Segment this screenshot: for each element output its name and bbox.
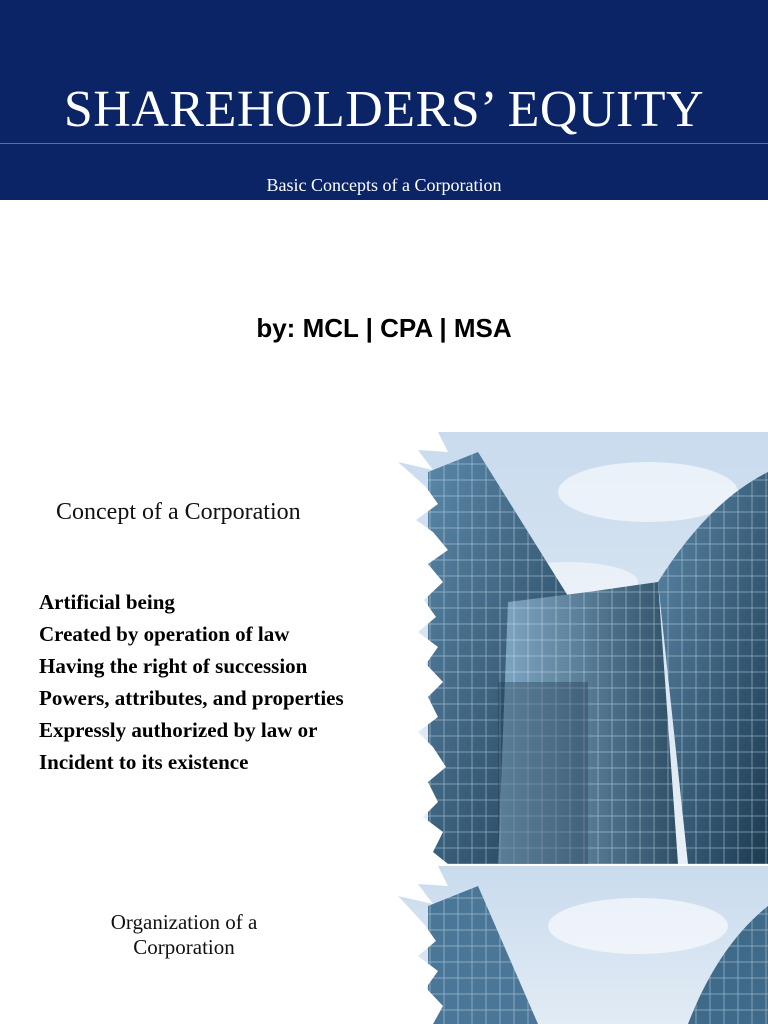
banner-divider xyxy=(0,143,768,144)
bullet-item: Expressly authorized by law or xyxy=(39,718,318,742)
bullet-item: Artificial being xyxy=(39,590,175,614)
glass-office-building-image xyxy=(388,866,768,1024)
concept-slide xyxy=(0,432,768,864)
organization-heading: Organization of a Corporation xyxy=(110,910,258,959)
slide-title: SHAREHOLDERS’ EQUITY xyxy=(63,81,705,138)
concept-bullet-list xyxy=(39,586,344,778)
glass-office-building-image xyxy=(388,432,768,864)
bullet-item: Created by operation of law xyxy=(39,622,290,646)
bullet-item: Incident to its existence xyxy=(39,750,249,774)
author-byline: by: MCL | CPA | MSA xyxy=(256,313,512,343)
bullet-item: Having the right of succession xyxy=(39,654,308,678)
slide-subtitle: Basic Concepts of a Corporation xyxy=(266,175,502,195)
title-banner xyxy=(0,0,768,200)
bullet-item: Powers, attributes, and properties xyxy=(39,686,344,710)
concept-heading: Concept of a Corporation xyxy=(56,499,301,525)
organization-slide xyxy=(0,866,768,1024)
title-slide xyxy=(0,0,768,432)
